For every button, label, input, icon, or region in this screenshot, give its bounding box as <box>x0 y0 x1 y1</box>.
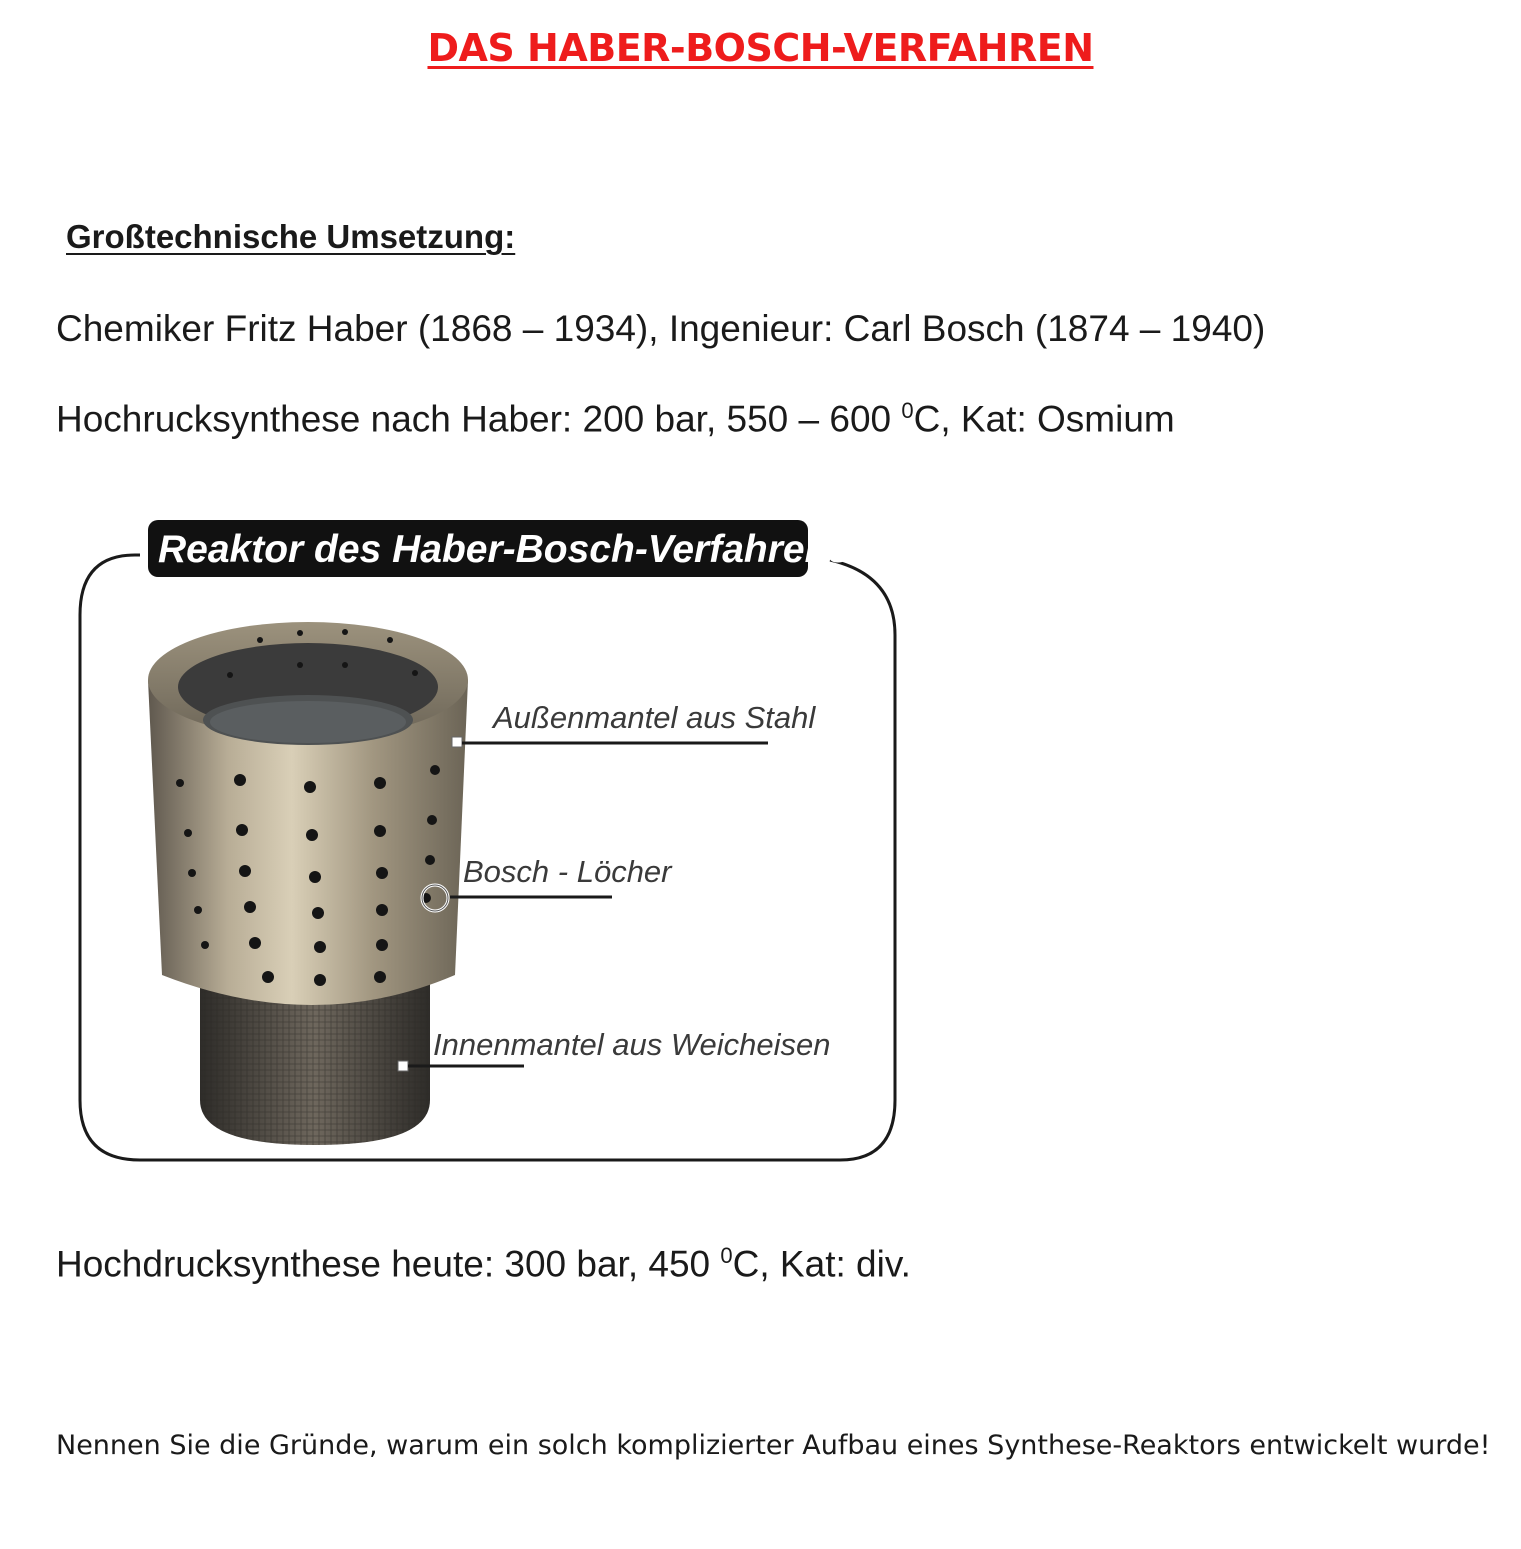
chemist-engineer-line: Chemiker Fritz Haber (1868 – 1934), Ingenieur: Carl Bosch (1874 – 1940) <box>56 308 1266 349</box>
label-outer-mantle: Außenmantel aus Stahl <box>493 700 816 735</box>
degree-superscript-2: 0 <box>720 1243 733 1268</box>
callout-outer-mantle <box>452 700 816 747</box>
diagram-banner-text: Reaktor des Haber-Bosch-Verfahrens <box>158 528 851 571</box>
haber-synthesis-unit: C, Kat: Osmium <box>913 398 1175 440</box>
document-title <box>0 26 1521 70</box>
question-text: Nennen Sie die Gründe, warum ein solch komplizierter Aufbau eines Synthese-Reaktors entwickelt wurde! <box>56 1430 1491 1461</box>
modern-synthesis-unit: C, Kat: div. <box>732 1243 911 1285</box>
callout-inner-mantle <box>398 1027 831 1071</box>
modern-synthesis-text: Hochdrucksynthese heute: 300 bar, 450 <box>56 1243 721 1285</box>
haber-synthesis-line <box>56 398 1175 440</box>
outer-mantle <box>148 622 468 1005</box>
degree-superscript: 0 <box>901 398 914 423</box>
document-title-text: DAS HABER-BOSCH-VERFAHREN <box>427 26 1094 70</box>
modern-synthesis-line <box>56 1243 911 1285</box>
reactor-diagram <box>70 515 920 1180</box>
label-bosch-holes: Bosch - Löcher <box>463 854 672 889</box>
label-inner-mantle: Innenmantel aus Weicheisen <box>433 1027 831 1062</box>
haber-synthesis-text: Hochrucksynthese nach Haber: 200 bar, 550 – 600 <box>56 398 902 440</box>
section-heading: Großtechnische Umsetzung: <box>66 218 516 255</box>
